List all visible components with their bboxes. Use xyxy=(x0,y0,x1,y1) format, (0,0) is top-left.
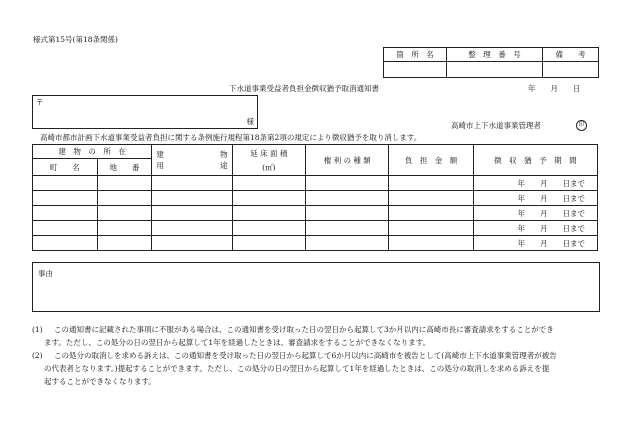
rights-cell[interactable] xyxy=(306,176,389,191)
remarks-cell[interactable] xyxy=(543,62,599,78)
note-2-number: (2) xyxy=(32,351,43,360)
period-cell[interactable]: 年 月 日まで xyxy=(473,221,597,236)
lot-cell[interactable] xyxy=(97,236,152,251)
honorific: 様 xyxy=(246,116,254,126)
floor-area-header: 延 床 面 積 (㎡) xyxy=(232,145,305,176)
floor-area-cell[interactable] xyxy=(232,206,305,221)
lot-cell[interactable] xyxy=(97,221,152,236)
charge-amount-header: 負 担 金 額 xyxy=(389,145,473,176)
address-box[interactable] xyxy=(32,95,258,129)
period-cell[interactable]: 年 月 日まで xyxy=(473,206,597,221)
deferment-period-header: 徴 収 猶 予 期 間 xyxy=(473,145,597,176)
sender-name: 高崎市上下水道事業管理者 xyxy=(451,121,541,130)
town-cell[interactable] xyxy=(33,221,98,236)
lot-cell[interactable] xyxy=(97,176,152,191)
use-cell[interactable] xyxy=(152,206,232,221)
table-row xyxy=(33,206,598,221)
lot-number-header: 地 番 xyxy=(97,159,152,176)
floor-area-cell[interactable] xyxy=(232,191,305,206)
deferment-table xyxy=(32,144,598,251)
table-row xyxy=(33,176,598,191)
reference-number-header: 整 理 番 号 xyxy=(447,48,543,62)
document-title: 下水道事業受益者負担金徴収猶予取消通知書 xyxy=(229,84,379,93)
building-use-header: 建 物 用 途 xyxy=(152,145,232,176)
reference-table xyxy=(383,47,599,78)
lot-cell[interactable] xyxy=(97,191,152,206)
amount-cell[interactable] xyxy=(389,236,473,251)
reason-label: 事由 xyxy=(38,269,53,278)
town-cell[interactable] xyxy=(33,206,98,221)
floor-area-cell[interactable] xyxy=(232,176,305,191)
rights-cell[interactable] xyxy=(306,191,389,206)
note-2-line-1: この処分の取消しを求める訴えは、この通知書を受け取った日の翌日から起算して6か月以内に高崎市を被告として(高崎市上下水道事業管理者が被告 xyxy=(54,351,557,360)
floor-area-cell[interactable] xyxy=(232,221,305,236)
table-row xyxy=(33,221,598,236)
note-2-line-3: 起することができなくなります。 xyxy=(44,377,156,386)
location-name-header: 箇 所 名 xyxy=(384,48,447,62)
rights-type-header: 権 利 の 種 類 xyxy=(306,145,389,176)
use-cell[interactable] xyxy=(152,191,232,206)
period-cell[interactable]: 年 月 日まで xyxy=(473,236,597,251)
note-1-number: (1) xyxy=(32,325,43,334)
period-cell[interactable]: 年 月 日まで xyxy=(473,176,597,191)
town-name-header: 町 名 xyxy=(33,159,98,176)
rights-cell[interactable] xyxy=(306,236,389,251)
floor-area-cell[interactable] xyxy=(232,236,305,251)
amount-cell[interactable] xyxy=(389,206,473,221)
form-number: 様式第15号(第18条関係) xyxy=(33,35,118,44)
rights-cell[interactable] xyxy=(306,221,389,236)
town-cell[interactable] xyxy=(33,191,98,206)
rights-cell[interactable] xyxy=(306,206,389,221)
amount-cell[interactable] xyxy=(389,191,473,206)
postal-mark: 〒 xyxy=(36,98,44,107)
note-2-line-2: の代表者となります。)提起することができます。ただし、この処分の日の翌日から起算して1年を経過したときは、この処分の取消しを求める訴えを提 xyxy=(44,364,550,373)
remarks-header: 備 考 xyxy=(543,48,599,62)
amount-cell[interactable] xyxy=(389,176,473,191)
use-cell[interactable] xyxy=(152,236,232,251)
location-name-cell[interactable] xyxy=(384,62,447,78)
table-row xyxy=(33,236,598,251)
reason-box[interactable] xyxy=(32,262,600,312)
intro-text: 高崎市都市計画下水道事業受益者負担に関する条例施行規程第18条第2項の規定により徴収猶予を取り消します。 xyxy=(40,133,422,142)
lot-cell[interactable] xyxy=(97,206,152,221)
building-location-header: 建 物 の 所 在 xyxy=(33,145,152,159)
table-row xyxy=(33,191,598,206)
note-1-line-2: ます。ただし、この処分の日の翌日から起算して1年を経過したときは、審査請求をすることができなくなります。 xyxy=(44,338,431,347)
amount-cell[interactable] xyxy=(389,221,473,236)
issue-date: 年 月 日 xyxy=(528,84,581,93)
seal-mark: 印 xyxy=(576,120,587,131)
use-cell[interactable] xyxy=(152,221,232,236)
use-cell[interactable] xyxy=(152,176,232,191)
period-cell[interactable]: 年 月 日まで xyxy=(473,191,597,206)
reference-number-cell[interactable] xyxy=(447,62,543,78)
town-cell[interactable] xyxy=(33,176,98,191)
town-cell[interactable] xyxy=(33,236,98,251)
note-1-line-1: この通知書に記載された事項に不服がある場合は、この通知書を受け取った日の翌日から起算して3か月以内に高崎市長に審査請求をすることができ xyxy=(54,325,554,334)
